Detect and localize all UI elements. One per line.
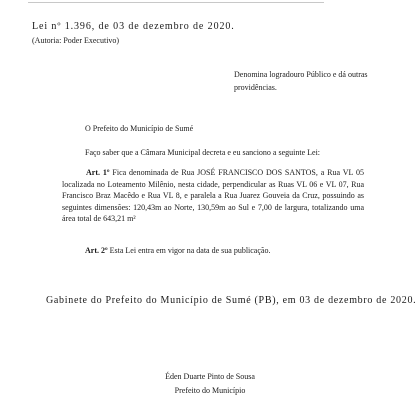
article-1-line — [62, 167, 364, 179]
ementa-line: Denomina logradouro Público e dá outras — [234, 70, 368, 79]
top-rule — [28, 2, 324, 3]
article-1-text: Fica denominada de Rua JOSÉ FRANCISCO DOS SANTOS, a Rua VL 05 — [112, 168, 365, 177]
article-1 — [62, 167, 364, 225]
article-2-text: Esta Lei entra em vigor na data de sua publicação. — [109, 246, 271, 255]
article-2 — [85, 246, 270, 255]
article-1-line: área total de 643,21 m² — [62, 214, 136, 224]
decree-intro: Faço saber que a Câmara Municipal decreta e eu sanciono a seguinte Lei: — [85, 148, 321, 157]
article-1-line: localizada no Loteamento Milênio, nesta cidade, perpendicular as Ruas VL 06 e VL 07, Rua — [62, 179, 364, 189]
authorship-note: (Autoria: Poder Executivo) — [32, 36, 120, 45]
signatory-name: Éden Duarte Pinto de Sousa — [165, 372, 255, 381]
article-1-line: Francisco Braz Macêdo e Rua VL 8, e paralela a Rua Juarez Gouveia da Cruz, possuindo as — [62, 191, 364, 201]
signature-block — [120, 370, 300, 398]
ementa — [234, 68, 394, 94]
closing-line: Gabinete do Prefeito do Município de Sumé (PB), em 03 de dezembro de 2020. — [46, 295, 417, 306]
article-1-label: Art. 1º — [86, 168, 110, 177]
article-2-label: Art. 2º — [85, 246, 108, 255]
article-1-line: seguintes dimensões: 120,43m ao Norte, 130,59m ao Sul e 7,00 de largura, totalizando uma — [62, 202, 364, 212]
ementa-line: providências. — [234, 83, 277, 92]
law-number-heading: Lei nº 1.396, de 03 de dezembro de 2020. — [32, 21, 235, 32]
salutation: O Prefeito do Município de Sumé — [85, 124, 194, 133]
signatory-title: Prefeito do Município — [174, 386, 246, 395]
